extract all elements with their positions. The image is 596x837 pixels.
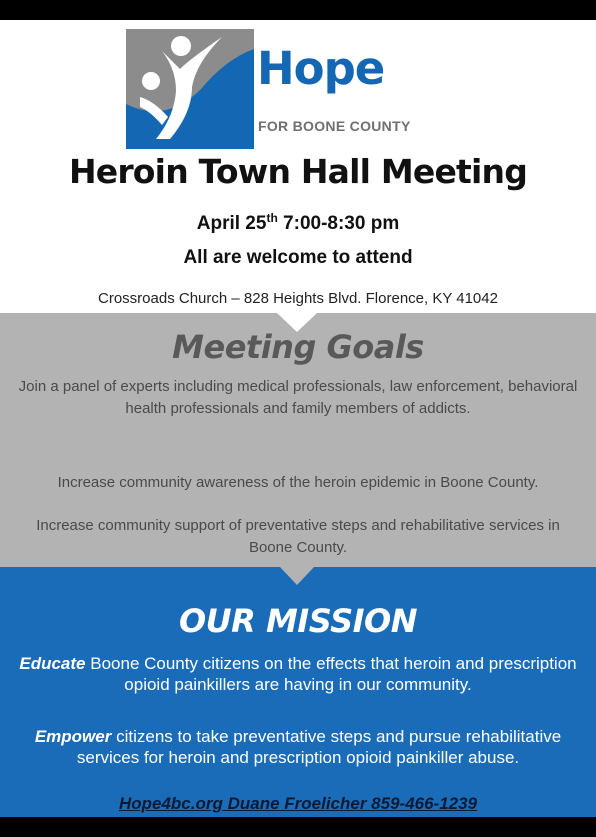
- logo-subtitle: FOR BOONE COUNTY: [258, 118, 411, 134]
- logo-wordmark: Hope: [257, 42, 385, 95]
- people-figures-icon: [126, 29, 254, 149]
- goal-item: Join a panel of experts including medical professionals, law enforcement, behavioral health professionals and family members of addicts.: [18, 378, 578, 417]
- goal-item: Increase community awareness of the heroin epidemic in Boone County.: [57, 474, 539, 491]
- arrow-down-icon: [280, 567, 314, 585]
- goal-item: Increase community support of preventative steps and rehabilitative services in Boone County.: [36, 517, 560, 556]
- flyer-page: [0, 20, 596, 817]
- mission-item: Empower citizens to take preventative steps and pursue rehabilitative services for heroin and prescription opioid painkiller abuse.: [34, 727, 562, 767]
- mission-item: Educate Boone County citizens on the effects that heroin and prescription opioid painkillers are having in our community.: [19, 654, 577, 694]
- goals-title: Meeting Goals: [172, 328, 424, 366]
- contact-line[interactable]: Hope4bc.org Duane Froelicher 859-466-1239: [118, 794, 478, 813]
- mission-title: OUR MISSION: [178, 602, 418, 640]
- welcome-text: All are welcome to attend: [183, 247, 413, 268]
- page-title: Heroin Town Hall Meeting: [68, 152, 528, 191]
- event-address: Crossroads Church – 828 Heights Blvd. Florence, KY 41042: [98, 290, 498, 307]
- event-date: April 25th 7:00-8:30 pm: [196, 211, 400, 234]
